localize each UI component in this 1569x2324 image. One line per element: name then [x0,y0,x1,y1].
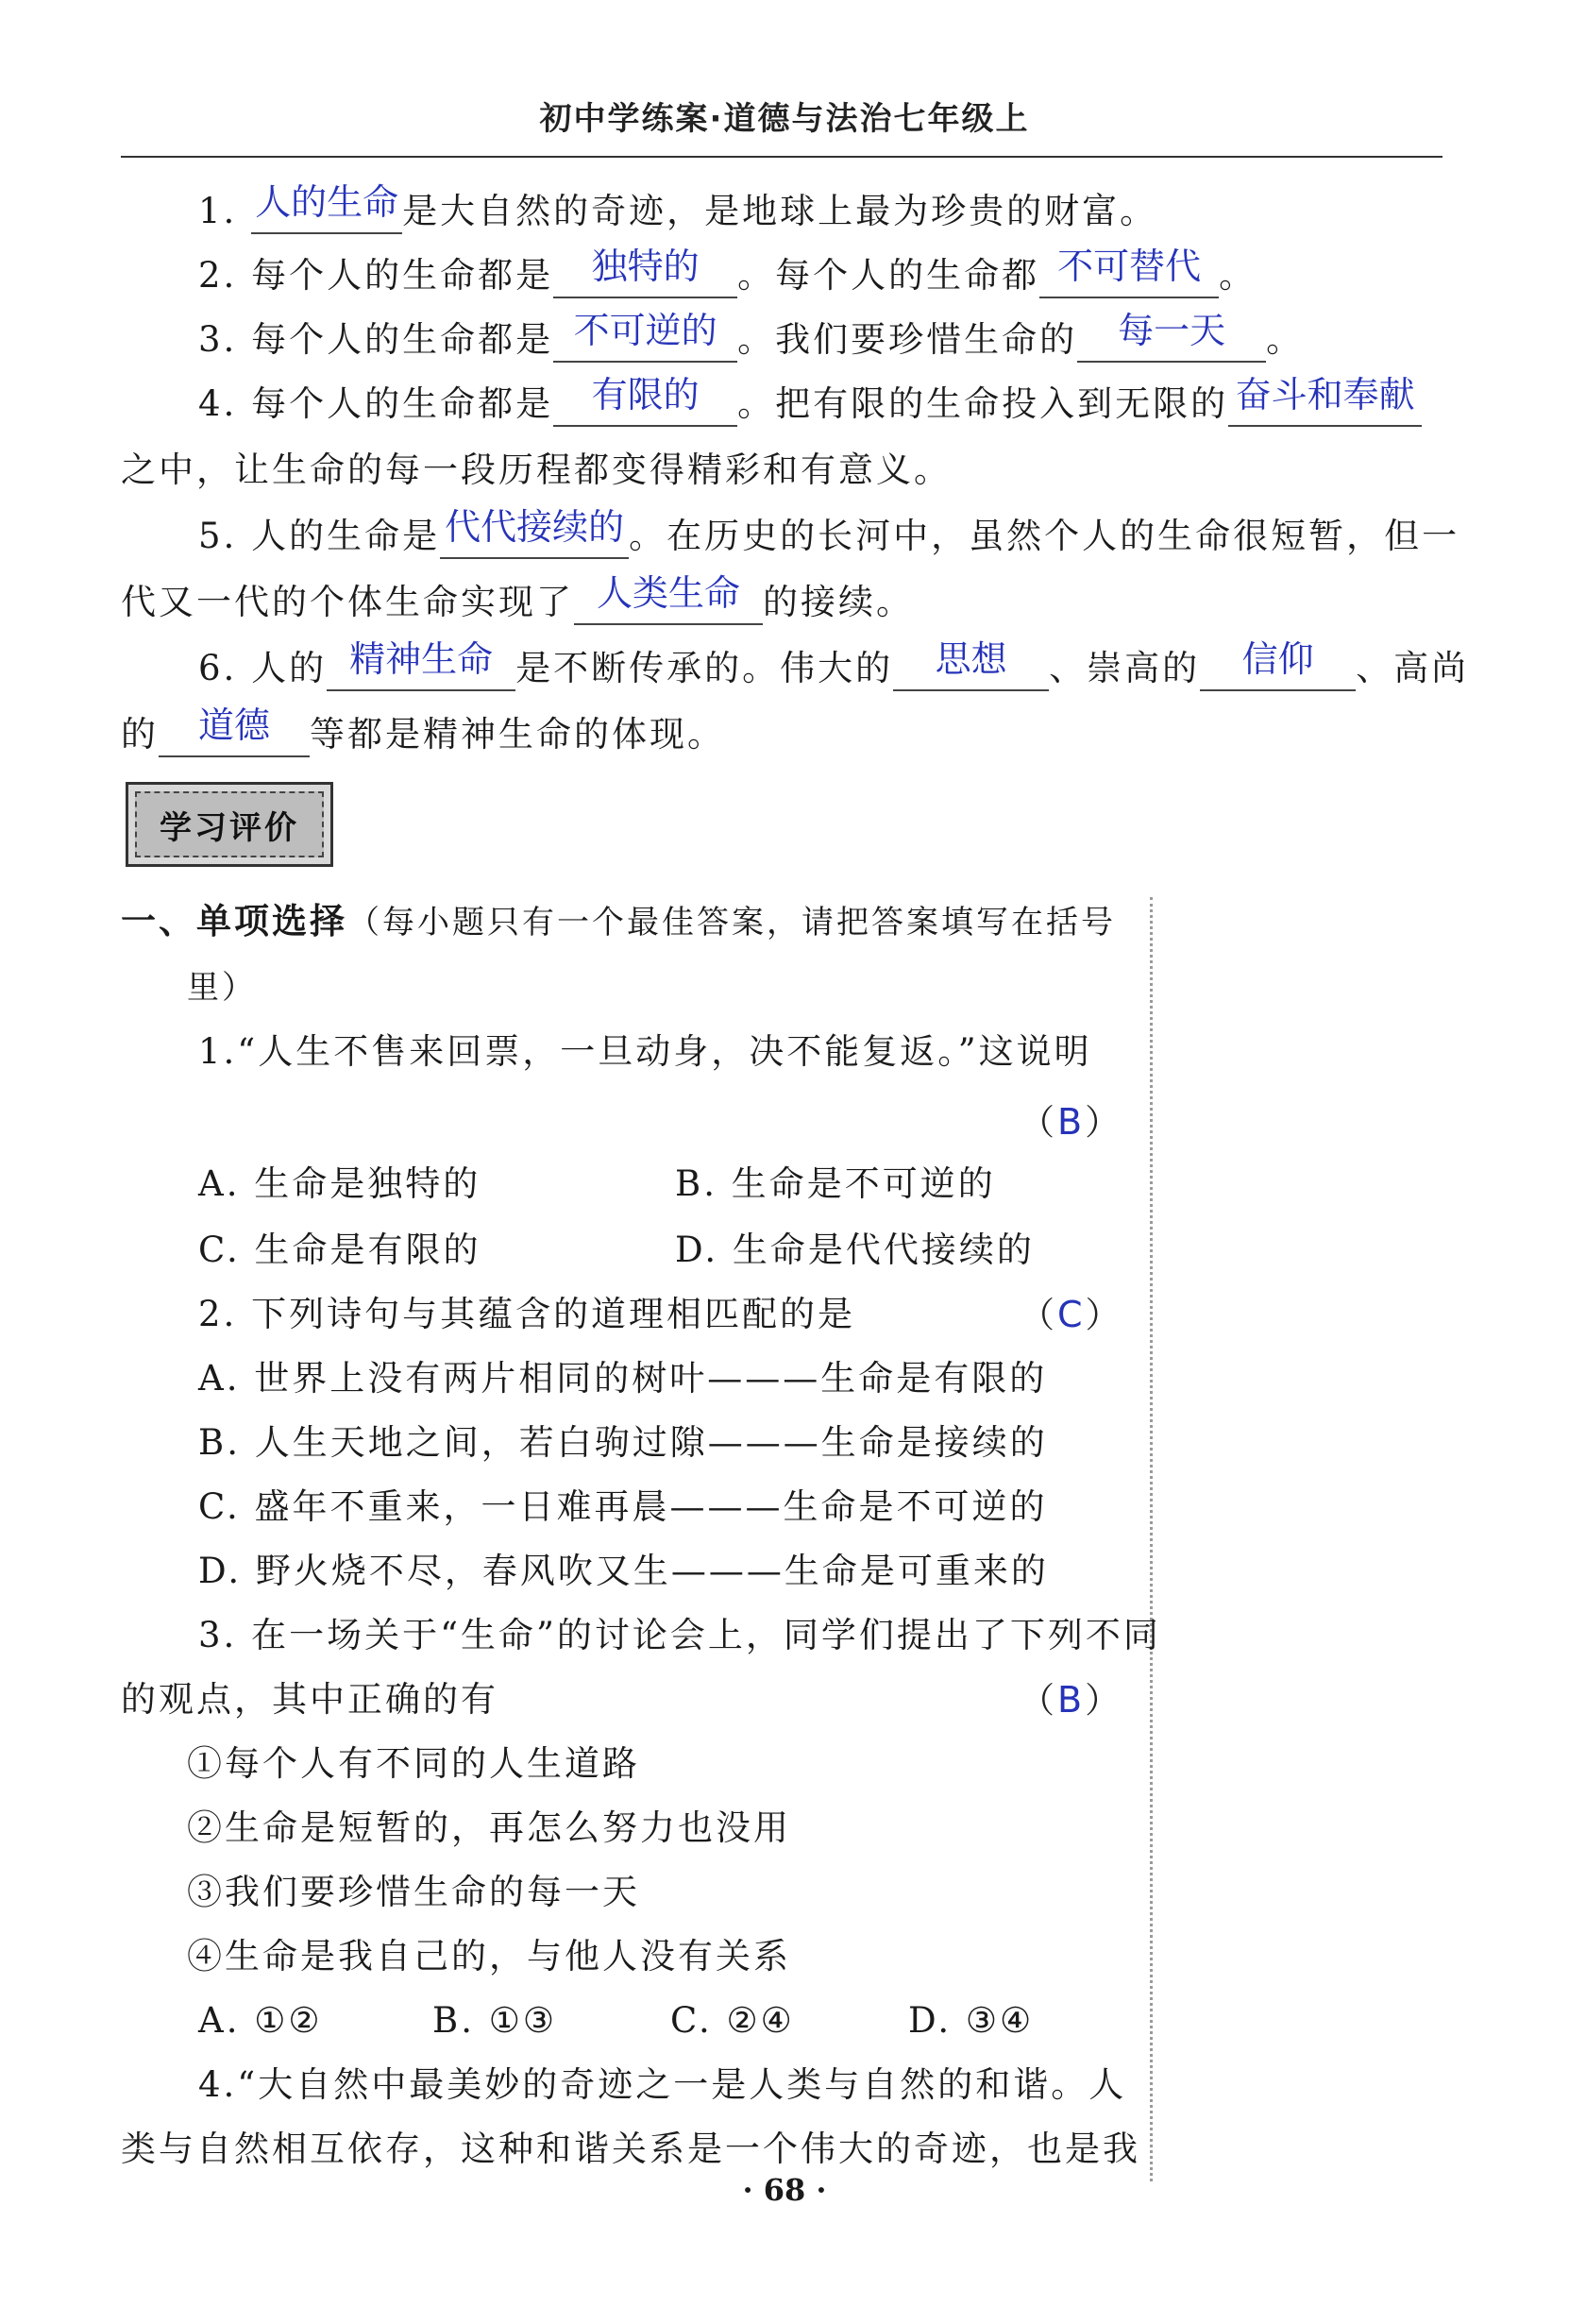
statement-item: ①每个人有不同的人生道路 [187,1743,640,1784]
mc-question-2-stem: 2. 下列诗句与其蕴含的道理相匹配的是 [198,1294,856,1334]
answer-bracket: （C） [1020,1294,1123,1335]
header-divider [121,156,1442,158]
option: B. 人生天地之间，若白驹过隙———生命是接续的 [198,1422,1048,1463]
answer-text: 思想 [935,638,1007,680]
question-number: 1. [198,191,238,231]
question-text: 等都是精神生命的体现。 [310,714,725,755]
question-text: 。 [1219,255,1257,296]
answer-blank [553,310,737,363]
answer-bracket: （B） [1020,1101,1123,1143]
answer-blank [574,572,763,625]
option: B. 生命是不可逆的 [675,1163,996,1204]
answer-text: 奋斗和奉献 [1235,374,1415,416]
option: D. 野火烧不尽，春风吹又生———生命是可重来的 [198,1551,1049,1591]
question-text: 代又一代的个体生命实现了 [121,582,574,622]
question-text: 。在历史的长河中，虽然个人的生命很短暂，但一 [629,516,1460,556]
page-number: · 68 · [742,2172,827,2208]
answer-text: 代代接续的 [445,506,625,548]
answer-text: 独特的 [591,246,700,287]
answer-text: 精神生命 [349,638,494,680]
question-text: 、崇高的 [1049,648,1201,688]
mc-question-3-stem: 3. 在一场关于“生命”的讨论会上，同学们提出了下列不同 [198,1615,1161,1655]
section-badge-label: 学习评价 [135,791,324,857]
answer-text: 信仰 [1241,638,1314,680]
answer-blank [893,638,1049,691]
question-text: 的 [121,714,159,755]
question-text: 是不断传承的。伟大的 [515,648,894,688]
statement-item: ④生命是我自己的，与他人没有关系 [187,1936,791,1976]
answer-text: 不可替代 [1057,246,1202,287]
question-number: 5. [198,516,238,556]
question-text: 。每个人的生命都 [737,255,1040,296]
fill-question-5 [198,506,1460,559]
answer-blank [440,506,629,559]
section-badge [126,782,333,867]
answer-blank [1077,310,1266,363]
fill-question-3 [198,310,1305,363]
answer-blank [159,704,310,757]
option: D. ③④ [908,2000,1035,2041]
option: C. 生命是有限的 [198,1230,481,1270]
fill-question-6-cont [121,704,725,757]
answer-text: 人的生命 [255,181,399,223]
option: B. ①③ [432,2000,558,2041]
answer-blank [1039,246,1219,298]
option: C. 盛年不重来，一日难再晨———生命是不可逆的 [198,1486,1048,1527]
question-text: 、高尚 [1356,648,1470,688]
question-text: 是大自然的奇迹，是地球上最为珍贵的财富。 [402,191,1158,231]
answer-blank [553,246,737,298]
answer-text: 人类生命 [596,572,740,614]
question-text: 每个人的生命都是 [251,383,554,424]
question-number: 4. [198,383,238,424]
mc-question-4-stem-cont: 类与自然相互依存，这种和谐关系是一个伟大的奇迹，也是我 [121,2129,1140,2169]
mc-question-3-stem-cont: 的观点，其中正确的有 [121,1679,498,1720]
answer-choice: C [1057,1294,1086,1335]
option: A. ①② [198,2000,323,2041]
section-heading [121,899,1116,945]
question-text: 人的 [251,648,328,688]
answer-text: 不可逆的 [573,310,717,351]
option: C. ②④ [670,2000,795,2041]
option: D. 生命是代代接续的 [675,1230,1035,1270]
page-header: 初中学练案·道德与法治七年级上 [539,100,1030,138]
option: A. 生命是独特的 [198,1163,481,1204]
question-text: 每个人的生命都是 [251,319,554,360]
option: A. 世界上没有两片相同的树叶———生命是有限的 [198,1358,1048,1399]
fill-question-6 [198,638,1470,691]
question-number: 6. [198,648,238,688]
question-number: 3. [198,319,238,360]
question-text: 。我们要珍惜生命的 [737,319,1078,360]
fill-question-4-cont: 之中，让生命的每一段历程都变得精彩和有意义。 [121,450,952,490]
answer-bracket: （B） [1020,1679,1123,1721]
fill-question-5-cont [121,572,914,625]
statement-item: ③我们要珍惜生命的每一天 [187,1872,640,1912]
answer-blank [553,374,737,427]
section-note-cont: 里） [187,969,257,1007]
fill-question-2 [198,246,1257,298]
question-text: 人的生命是 [251,516,441,556]
fill-question-4 [198,374,1422,427]
answer-text: 有限的 [591,374,700,416]
question-text: 。 [1266,319,1305,360]
fill-question-1 [198,181,1158,234]
column-divider [1150,897,1153,2181]
mc-question-4-stem: 4.“大自然中最美妙的奇迹之一是人类与自然的和谐。人 [198,2064,1127,2105]
question-text: 每个人的生命都是 [251,255,554,296]
question-text: 。把有限的生命投入到无限的 [737,383,1229,424]
section-title: 一、单项选择 [121,901,347,941]
mc-question-1-stem: 1.“人生不售来回票，一旦动身，决不能复返。”这说明 [198,1031,1092,1072]
answer-blank [1228,374,1422,427]
question-number: 2. [198,255,238,296]
statement-item: ②生命是短暂的，再怎么努力也没用 [187,1807,791,1848]
question-text: 的接续。 [763,582,914,622]
answer-choice: B [1057,1101,1086,1143]
answer-text: 每一天 [1118,310,1226,351]
answer-text: 道德 [197,704,270,746]
answer-choice: B [1057,1679,1086,1721]
answer-blank [251,181,402,234]
answer-blank [327,638,515,691]
answer-blank [1200,638,1356,691]
section-note: （每小题只有一个最佳答案，请把答案填写在括号 [347,904,1116,941]
